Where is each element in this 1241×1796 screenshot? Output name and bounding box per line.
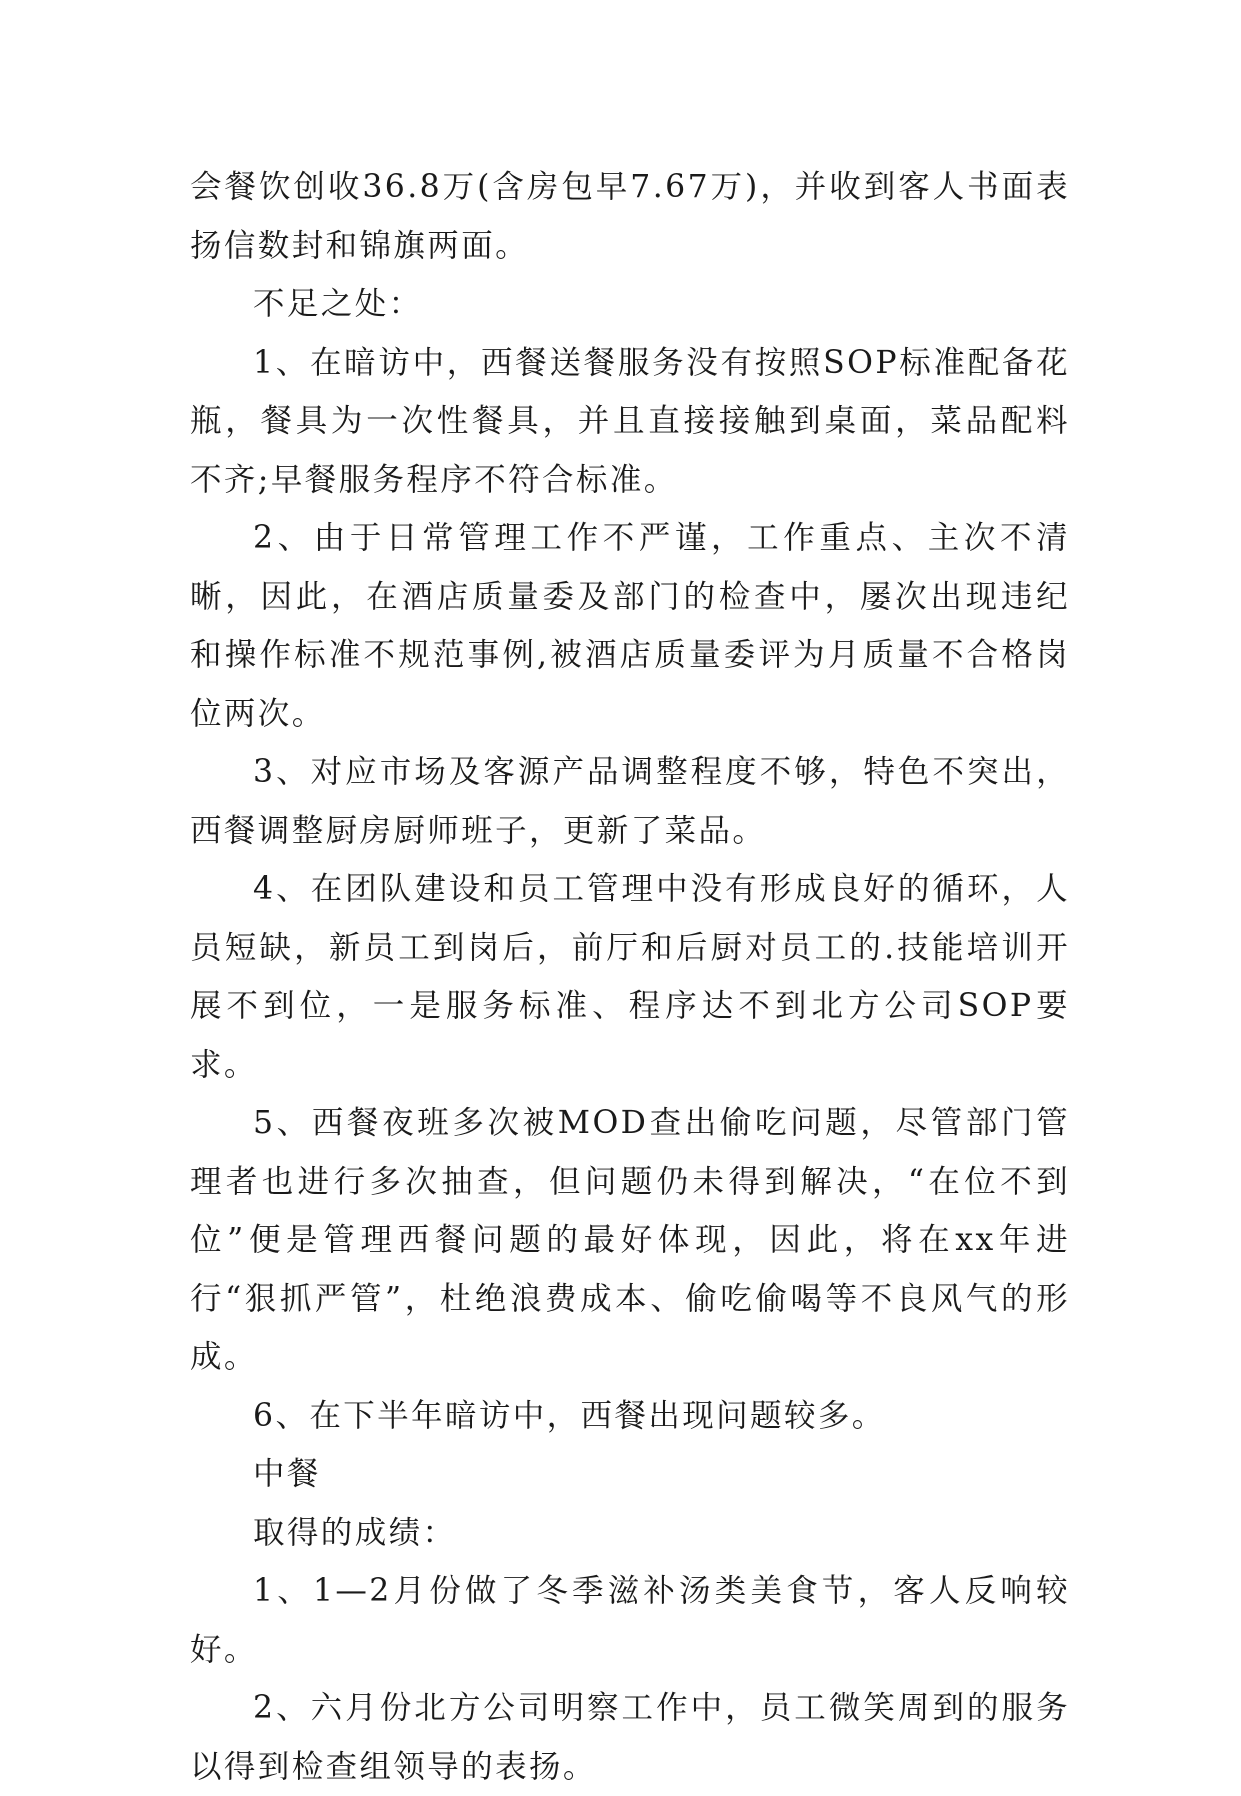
- paragraph-achievement-1: 1、1—2月份做了冬季滋补汤类美食节，客人反响较好。: [190, 1573, 1070, 1668]
- paragraph-shortcoming-1: 1、在暗访中，西餐送餐服务没有按照SOP标准配备花瓶，餐具为一次性餐具，并且直接接触到桌面，菜品配料不齐;早餐服务程序不符合标准。: [190, 344, 1070, 498]
- paragraph-shortcoming-3: 3、对应市场及客源产品调整程度不够，特色不突出，西餐调整厨房厨师班子，更新了菜品。: [190, 754, 1070, 849]
- heading-chinese-restaurant: 中餐: [253, 1456, 321, 1492]
- paragraph-achievement-2: 2、六月份北方公司明察工作中，员工微笑周到的服务以得到检查组领导的表扬。: [190, 1690, 1070, 1785]
- paragraph-revenue-continuation: 会餐饮创收36.8万(含房包早7.67万)，并收到客人书面表扬信数封和锦旗两面。: [190, 169, 1070, 264]
- paragraph-shortcoming-2: 2、由于日常管理工作不严谨，工作重点、主次不清晰，因此，在酒店质量委及部门的检查中，屡次出现违纪和操作标准不规范事例,被酒店质量委评为月质量不合格岗位两次。: [190, 520, 1070, 732]
- paragraph-shortcoming-5: 5、西餐夜班多次被MOD查出偷吃问题，尽管部门管理者也进行多次抽查，但问题仍未得到解决，“在位不到位”便是管理西餐问题的最好体现，因此，将在xx年进行“狠抓严管”，杜绝浪费成本、偷吃偷喝等不良风气的形成。: [190, 1105, 1070, 1375]
- paragraph-shortcoming-6: 6、在下半年暗访中，西餐出现问题较多。: [253, 1397, 886, 1434]
- heading-achievements: 取得的成绩：: [253, 1514, 457, 1551]
- document-page: [190, 158, 1070, 1796]
- paragraph-shortcoming-4: 4、在团队建设和员工管理中没有形成良好的循环，人员短缺，新员工到岗后，前厅和后厨对员工的.技能培训开展不到位，一是服务标准、程序达不到北方公司SOP要求。: [190, 871, 1070, 1083]
- heading-shortcomings: 不足之处：: [253, 286, 423, 322]
